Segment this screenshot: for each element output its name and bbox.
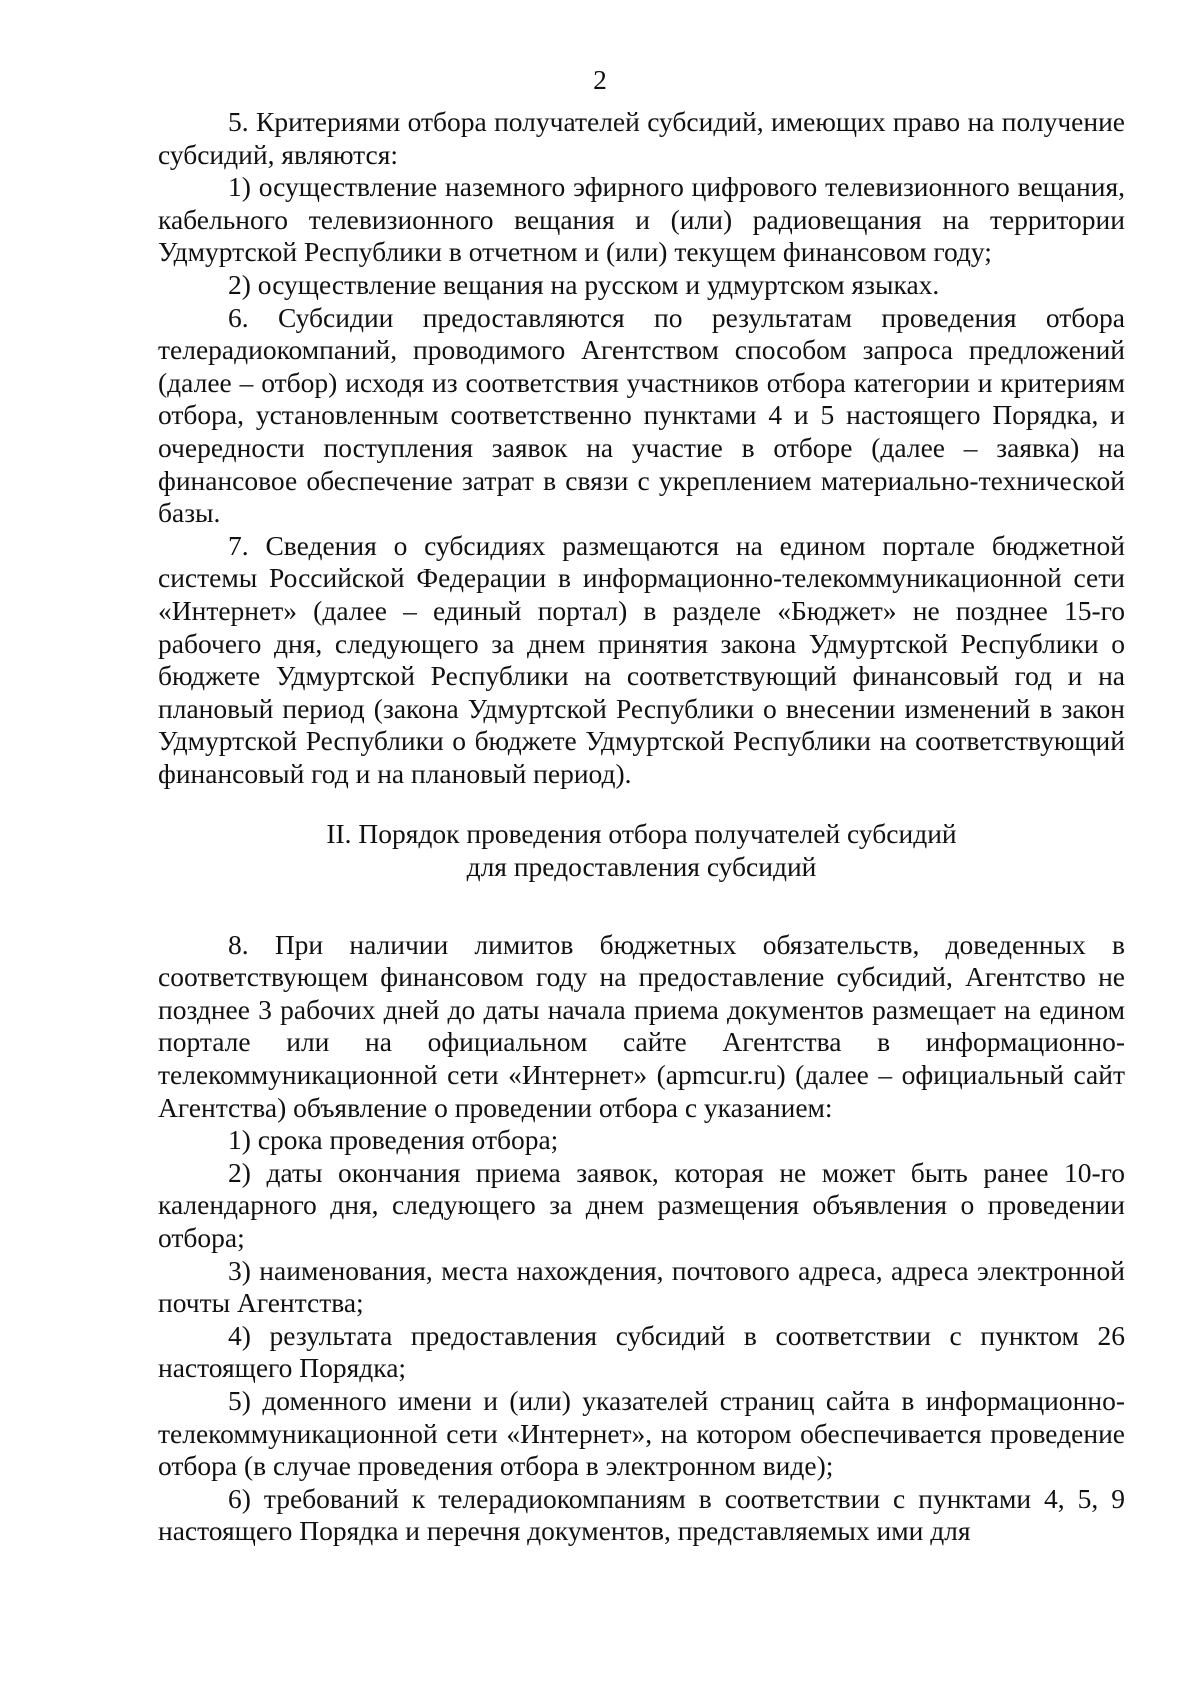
paragraph-5-item-1: 1) осуществление наземного эфирного цифрового телевизионного вещания, кабельного телевизионного вещания и (или) радиовещания на территории Удмуртской Республики в отчетном и (или) текущем финансовом году; <box>158 171 1125 268</box>
paragraph-8-item-4: 4) результата предоставления субсидий в соответствии с пунктом 26 настоящего Порядка; <box>158 1319 1125 1384</box>
paragraph-8-item-6: 6) требований к телерадиокомпаниям в соответствии с пунктами 4, 5, 9 настоящего Порядка и перечня документов, представляемых ими для <box>158 1482 1125 1547</box>
section-heading <box>158 818 1125 883</box>
spacer <box>158 884 1125 929</box>
paragraph-6: 6. Субсидии предоставляются по результатам проведения отбора телерадиокомпаний, проводимого Агентством способом запроса предложений (далее – отбор) исходя из соответствия участников отбора категории и критериям отбора, установленным соответственно пунктами 4 и 5 настоящего Порядка, и очередности поступления заявок на участие в отборе (далее – заявка) на финансовое обеспечение затрат в связи с укреплением материально-технической базы. <box>158 301 1125 529</box>
section-heading-line-1: II. Порядок проведения отбора получателей субсидий <box>326 818 957 850</box>
paragraph-8: 8. При наличии лимитов бюджетных обязательств, доведенных в соответствующем финансовом году на предоставление субсидий, Агентство не позднее 3 рабочих дней до даты начала приема документов размещает на едином портале или на официальном сайте Агентства в информационно-телекоммуникационной сети «Интернет» (apmcur.ru) (далее – официальный сайт Агентства) объявление о проведении отбора с указанием: <box>158 928 1125 1123</box>
page-number: 2 <box>593 64 607 95</box>
document-body <box>158 106 1125 1548</box>
paragraph-8-item-1: 1) срока проведения отбора; <box>228 1124 559 1156</box>
paragraph-7: 7. Сведения о субсидиях размещаются на едином портале бюджетной системы Российской Федерации в информационно-телекоммуникационной сети «Интернет» (далее – единый портал) в разделе «Бюджет» не позднее 15-го рабочего дня, следующего за днем принятия закона Удмуртской Республики о бюджете Удмуртской Республики на соответствующий финансовый год и на плановый период (закона Удмуртской Республики о внесении изменений в закон Удмуртской Республики о бюджете Удмуртской Республики на соответствующий финансовый год и на плановый период). <box>158 529 1125 789</box>
paragraph-8-item-2: 2) даты окончания приема заявок, которая не может быть ранее 10-го календарного дня, следующего за днем размещения объявления о проведении отбора; <box>158 1156 1125 1253</box>
paragraph-5-item-2: 2) осуществление вещания на русском и удмуртском языках. <box>228 268 940 300</box>
paragraph-8-item-5: 5) доменного имени и (или) указателей страниц сайта в информационно-телекоммуникационной сети «Интернет», на котором обеспечивается проведение отбора (в случае проведения отбора в электронном виде); <box>158 1384 1125 1482</box>
paragraph-8-item-3: 3) наименования, места нахождения, почтового адреса, адреса электронной почты Агентства; <box>158 1254 1125 1319</box>
spacer <box>158 790 1125 818</box>
paragraph-5: 5. Критериями отбора получателей субсидий, имеющих право на получение субсидий, являются: <box>158 106 1125 170</box>
section-heading-line-2: для предоставления субсидий <box>466 851 817 883</box>
